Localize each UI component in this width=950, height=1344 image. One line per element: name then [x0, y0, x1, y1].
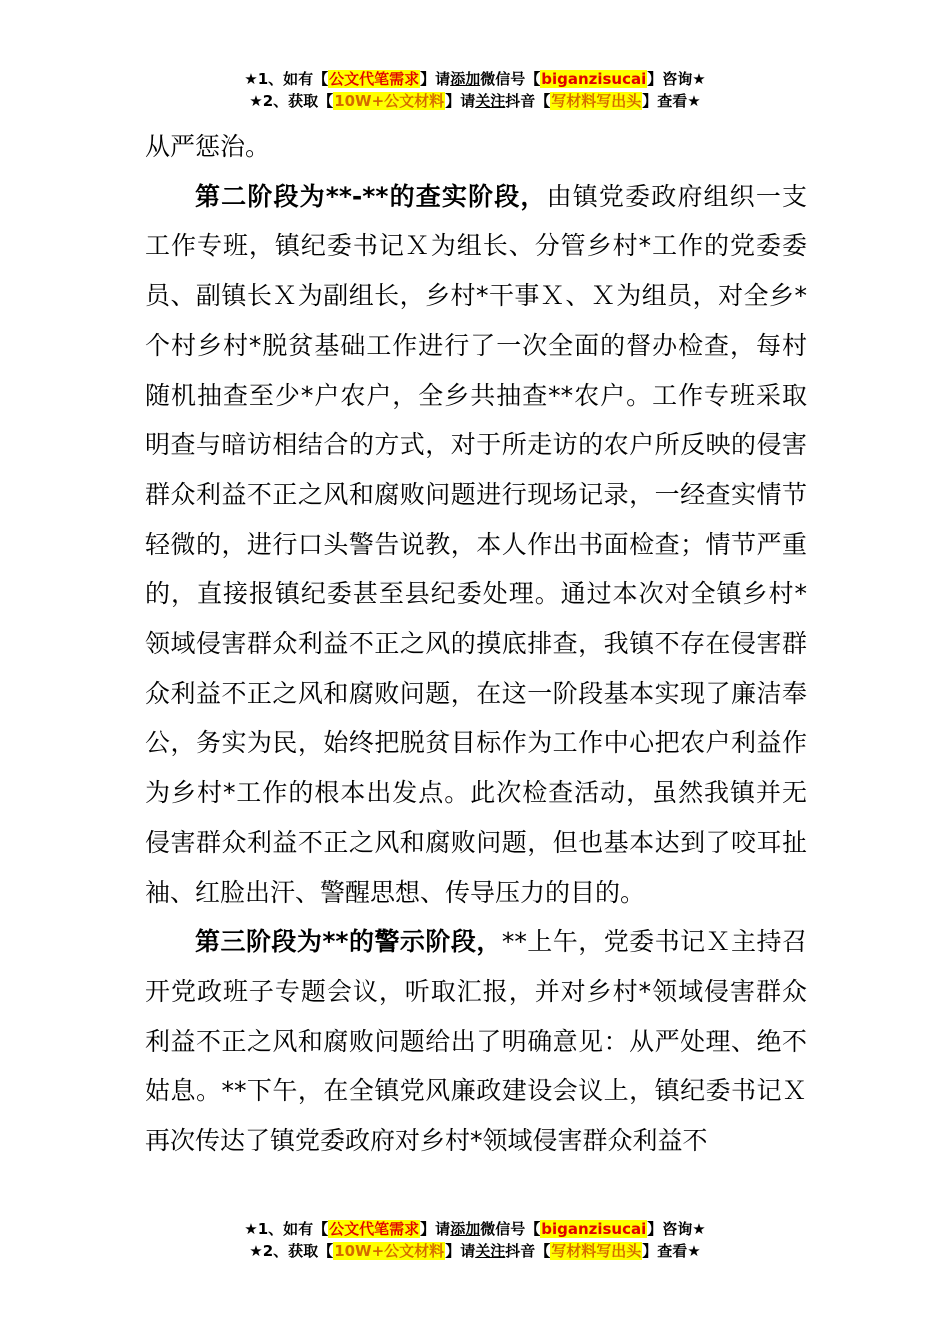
highlight-service: 公文代笔需求	[329, 70, 420, 88]
paragraph-stage-three	[145, 917, 807, 1166]
banner-line-1: ★1、如有【公文代笔需求】请添加微信号【biganzisucai】咨询★	[244, 70, 706, 88]
highlight-wechat-id: biganzisucai	[541, 70, 647, 88]
paragraph-continuation: 从严惩治。	[145, 132, 271, 161]
document-body	[145, 122, 807, 1166]
highlight-douyin-id: 写材料写出头	[551, 1242, 642, 1260]
highlight-materials: 10W+公文材料	[334, 92, 445, 110]
stage-two-heading: 第二阶段为**-**的查实阶段，	[195, 181, 547, 211]
header-banner	[0, 68, 950, 112]
banner-line-2: ★2、获取【10W+公文材料】请关注抖音【写材料写出头】查看★	[249, 92, 701, 110]
highlight-materials: 10W+公文材料	[334, 1242, 445, 1260]
footer-line-2: ★2、获取【10W+公文材料】请关注抖音【写材料写出头】查看★	[249, 1242, 701, 1260]
footer-banner	[0, 1218, 950, 1262]
stage-three-heading: 第三阶段为**的警示阶段，	[195, 927, 502, 957]
highlight-douyin-id: 写材料写出头	[551, 92, 642, 110]
highlight-service: 公文代笔需求	[329, 1220, 420, 1238]
paragraph-stage-two	[145, 172, 807, 918]
stage-two-text: 由镇党委政府组织一支工作专班，镇纪委书记Ｘ为组长、分管乡村*工作的党委委员、副镇长Ｘ为副组长，乡村*干事Ｘ、Ｘ为组员，对全乡*个村乡村*脱贫基础工作进行了一次全面的督办检查，每村随机抽查至少*户农户，全乡共抽查**农户。工作专班采取明查与暗访相结合的方式，对于所走访的农户所反映的侵害群众利益不正之风和腐败问题进行现场记录，一经查实情节轻微的，进行口头警告说教，本人作出书面检查；情节严重的，直接报镇纪委甚至县纪委处理。通过本次对全镇乡村*领域侵害群众利益不正之风的摸底排查，我镇不存在侵害群众利益不正之风和腐败问题，在这一阶段基本实现了廉洁奉公，务实为民，始终把脱贫目标作为工作中心把农户利益作为乡村*工作的根本出发点。此次检查活动，虽然我镇并无侵害群众利益不正之风和腐败问题，但也基本达到了咬耳扯袖、红脸出汗、警醒思想、传导压力的目的。	[145, 181, 807, 907]
footer-line-1: ★1、如有【公文代笔需求】请添加微信号【biganzisucai】咨询★	[244, 1220, 706, 1238]
stage-three-text: **上午，党委书记Ｘ主持召开党政班子专题会议，听取汇报，并对乡村*领域侵害群众利益不正之风和腐败问题给出了明确意见：从严处理、绝不姑息。**下午，在全镇党风廉政建设会议上，镇纪委书记Ｘ再次传达了镇党委政府对乡村*领域侵害群众利益不	[145, 927, 807, 1156]
highlight-wechat-id: biganzisucai	[541, 1220, 647, 1238]
